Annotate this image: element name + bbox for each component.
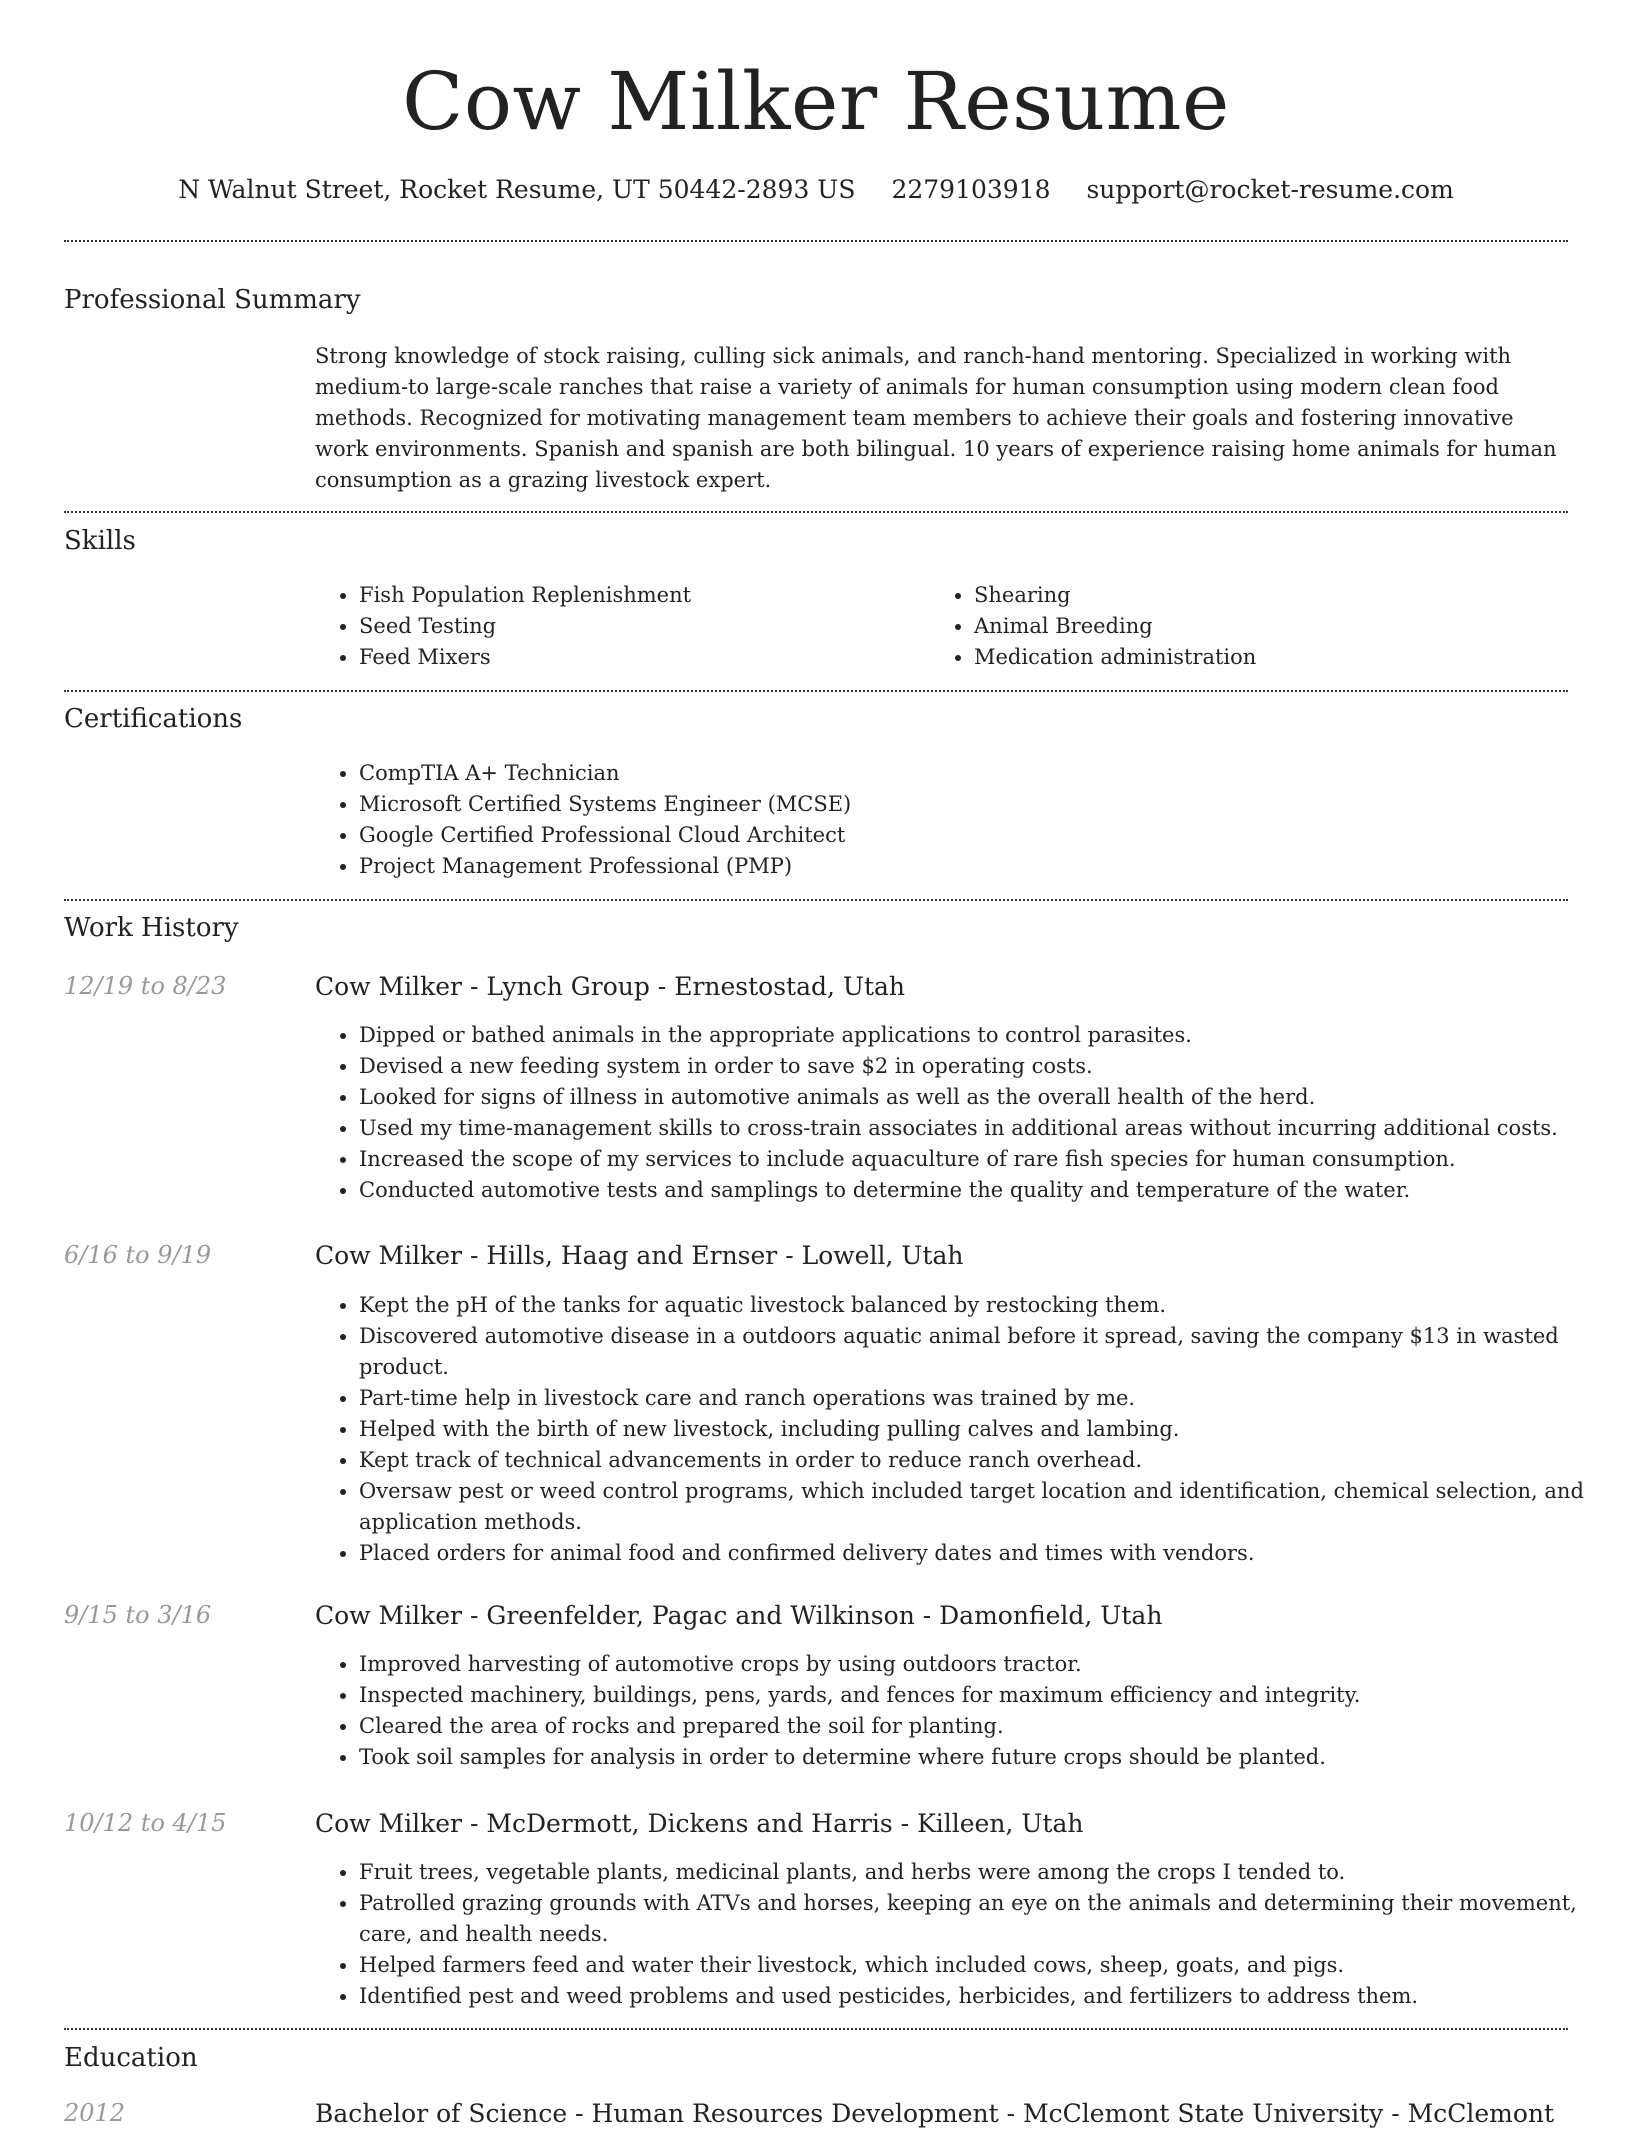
job-bullet: • Patrolled grazing grounds with ATVs and horses, keeping an eye on the animals and determining their movement, care, and health needs.: [359, 1888, 1611, 1950]
skills-heading: Skills: [64, 526, 136, 556]
certification-item: • Project Management Professional (PMP): [359, 851, 1559, 882]
job-bullet: • Dipped or bathed animals in the appropriate applications to control parasites.: [359, 1020, 1611, 1051]
job-bullet: • Discovered automotive disease in a outdoors aquatic animal before it spread, saving the company $13 in wasted product.: [359, 1321, 1611, 1383]
job-title: Cow Milker - Lynch Group - Ernestostad, Utah: [315, 972, 906, 1001]
job-bullet: • Increased the scope of my services to include aquaculture of rare fish species for human consumption.: [359, 1144, 1611, 1175]
certifications-list: [315, 758, 1559, 882]
job-bullet: • Took soil samples for analysis in order to determine where future crops should be planted.: [359, 1742, 1611, 1773]
job-bullet: • Oversaw pest or weed control programs, which included target location and identification, chemical selection, and application methods.: [359, 1476, 1611, 1538]
skills-list-left: [315, 580, 919, 673]
job-bullet: • Looked for signs of illness in automotive animals as well as the overall health of the herd.: [359, 1082, 1611, 1113]
summary-heading: Professional Summary: [64, 285, 361, 315]
education-date: 2012: [64, 2099, 126, 2127]
education-heading: Education: [64, 2043, 198, 2073]
education-degree: Bachelor of Science - Human Resources Development - McClemont State University - McClemont: [315, 2099, 1555, 2128]
contact-line: [0, 172, 1632, 208]
certification-item: • Google Certified Professional Cloud Architect: [359, 820, 1559, 851]
job-bullet: • Helped farmers feed and water their livestock, which included cows, sheep, goats, and pigs.: [359, 1950, 1611, 1981]
job-bullet: • Conducted automotive tests and samplings to determine the quality and temperature of the water.: [359, 1175, 1611, 1206]
skill-item: • Shearing: [974, 580, 1574, 611]
job-dates: 9/15 to 3/16: [64, 1601, 212, 1629]
job-bullet: • Kept track of technical advancements in order to reduce ranch overhead.: [359, 1445, 1611, 1476]
resume-title: Cow Milker Resume: [402, 55, 1230, 148]
job-bullet: • Devised a new feeding system in order to save $2 in operating costs.: [359, 1051, 1611, 1082]
certification-item: • Microsoft Certified Systems Engineer (MCSE): [359, 789, 1559, 820]
job-bullet: • Placed orders for animal food and confirmed delivery dates and times with vendors.: [359, 1538, 1611, 1569]
job-bullet: • Improved harvesting of automotive crops by using outdoors tractor.: [359, 1649, 1611, 1680]
job-dates: 10/12 to 4/15: [64, 1809, 227, 1837]
certifications-heading: Certifications: [64, 704, 243, 734]
section-divider: [64, 240, 1568, 242]
job-bullets: [315, 1020, 1611, 1206]
skill-item: • Seed Testing: [359, 611, 919, 642]
job-bullet: • Inspected machinery, buildings, pens, yards, and fences for maximum efficiency and integrity.: [359, 1680, 1611, 1711]
summary-text: Strong knowledge of stock raising, culling sick animals, and ranch-hand mentoring. Specialized in working with medium-to large-scale ranches that raise a variety of animals for human consumption using modern clean food methods. Recognized for motivating management team members to achieve their goals and fostering innovative work environments. Spanish and spanish are both bilingual. 10 years of experience raising home animals for human consumption as a grazing livestock expert.: [315, 344, 1557, 492]
job-bullet: • Cleared the area of rocks and prepared the soil for planting.: [359, 1711, 1611, 1742]
certification-item: • CompTIA A+ Technician: [359, 758, 1559, 789]
job-bullet: • Used my time-management skills to cross-train associates in additional areas without incurring additional costs.: [359, 1113, 1611, 1144]
job-bullet: • Helped with the birth of new livestock, including pulling calves and lambing.: [359, 1414, 1611, 1445]
section-divider: [64, 511, 1568, 513]
address: N Walnut Street, Rocket Resume, UT 50442-2893 US: [178, 175, 856, 204]
job-bullet: • Part-time help in livestock care and ranch operations was trained by me.: [359, 1383, 1611, 1414]
section-divider: [64, 899, 1568, 901]
section-divider: [64, 690, 1568, 692]
section-divider: [64, 2028, 1568, 2030]
job-bullet: • Kept the pH of the tanks for aquatic livestock balanced by restocking them.: [359, 1290, 1611, 1321]
job-bullets: [315, 1290, 1611, 1569]
skills-list-right: [930, 580, 1574, 673]
skill-item: • Fish Population Replenishment: [359, 580, 919, 611]
job-bullet: • Fruit trees, vegetable plants, medicinal plants, and herbs were among the crops I tended to.: [359, 1857, 1611, 1888]
email: support@rocket-resume.com: [1086, 175, 1454, 204]
skill-item: • Feed Mixers: [359, 642, 919, 673]
job-bullets: [315, 1857, 1611, 2012]
work-history-heading: Work History: [64, 913, 239, 943]
skill-item: • Medication administration: [974, 642, 1574, 673]
job-title: Cow Milker - McDermott, Dickens and Harris - Killeen, Utah: [315, 1809, 1084, 1838]
job-bullet: • Identified pest and weed problems and used pesticides, herbicides, and fertilizers to address them.: [359, 1981, 1611, 2012]
phone: 2279103918: [891, 175, 1051, 204]
job-title: Cow Milker - Greenfelder, Pagac and Wilkinson - Damonfield, Utah: [315, 1601, 1163, 1630]
skill-item: • Animal Breeding: [974, 611, 1574, 642]
job-dates: 12/19 to 8/23: [64, 972, 227, 1000]
job-bullets: [315, 1649, 1611, 1773]
job-title: Cow Milker - Hills, Haag and Ernser - Lowell, Utah: [315, 1241, 964, 1270]
job-dates: 6/16 to 9/19: [64, 1241, 212, 1269]
